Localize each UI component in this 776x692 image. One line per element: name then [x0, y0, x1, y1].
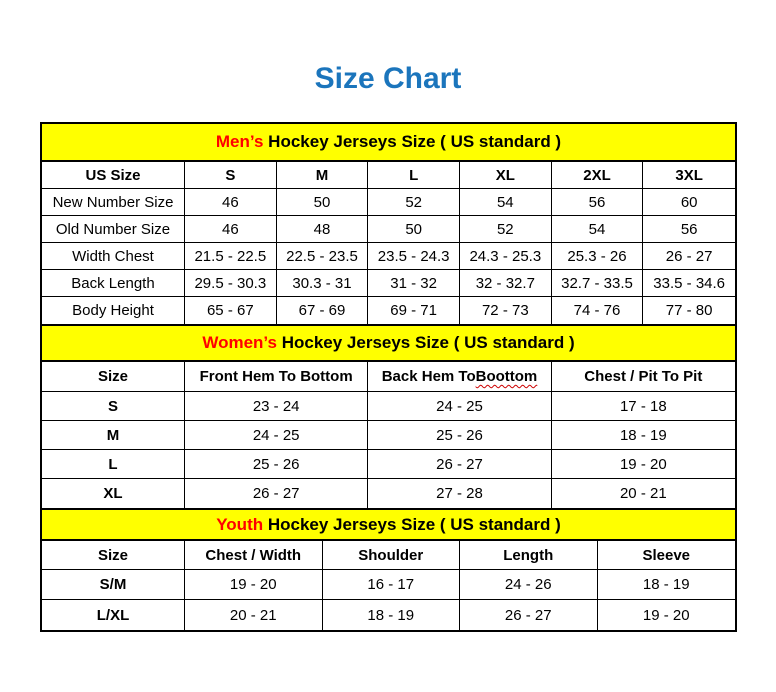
- table-cell: 65 - 67: [185, 297, 277, 324]
- misspelled-word: Boottom: [475, 368, 538, 385]
- table-cell: 54: [460, 189, 552, 215]
- table-cell: 72 - 73: [460, 297, 552, 324]
- table-cell: 56: [680, 220, 698, 238]
- section-header-mens: [42, 124, 735, 162]
- section-header-womens: [42, 324, 735, 362]
- table-row: [42, 216, 735, 243]
- table-cell: 21.5 - 22.5: [185, 243, 277, 269]
- table-cell: 67 - 69: [277, 297, 369, 324]
- table-row: [42, 421, 735, 450]
- table-header-row: [42, 162, 735, 189]
- table-cell: 25 - 26: [368, 421, 551, 449]
- table-cell: 50: [368, 216, 460, 242]
- mens-table: [42, 162, 735, 324]
- table-cell: 69 - 71: [368, 297, 460, 324]
- table-cell: 22.5 - 23.5: [277, 243, 369, 269]
- table-cell: 26 - 27: [460, 600, 598, 630]
- section-header-mens-red-text: Men’s: [215, 132, 264, 151]
- table-row: [42, 600, 735, 630]
- table-cell: 19 - 20: [185, 570, 323, 599]
- column-header: S: [185, 162, 277, 188]
- page-title: Size Chart: [314, 62, 462, 95]
- table-cell: 18 - 19: [619, 426, 667, 444]
- table-cell: 23 - 24: [185, 392, 368, 420]
- table-row: [42, 189, 735, 216]
- table-cell: 17 - 18: [619, 397, 667, 415]
- row-label: S: [42, 392, 185, 420]
- row-label: Old Number Size: [42, 216, 185, 242]
- section-header-womens-rest-text: Hockey Jerseys Size ( US standard ): [276, 333, 575, 352]
- section-header-youth: [42, 508, 735, 541]
- table-row: [42, 270, 735, 297]
- row-label: L/XL: [42, 600, 185, 630]
- table-row: [42, 450, 735, 479]
- table-cell: 52: [460, 216, 552, 242]
- table-header-row: [42, 362, 735, 392]
- table-cell: 32 - 32.7: [460, 270, 552, 296]
- column-header: Chest / Pit To Pit: [584, 368, 703, 385]
- row-label: Body Height: [42, 297, 185, 324]
- table-cell: 26 - 27: [185, 479, 368, 508]
- column-header: Front Hem To Bottom: [185, 362, 368, 391]
- section-header-mens-rest-text: Hockey Jerseys Size ( US standard ): [263, 132, 562, 151]
- table-cell: 25.3 - 26: [552, 243, 644, 269]
- column-header: [368, 362, 551, 391]
- table-cell: 24 - 26: [460, 570, 598, 599]
- table-cell: 29.5 - 30.3: [185, 270, 277, 296]
- table-cell: 27 - 28: [368, 479, 551, 508]
- size-chart-table: [40, 122, 737, 632]
- section-header-womens-red-text: Women’s: [202, 333, 277, 352]
- womens-table: [42, 362, 735, 508]
- table-cell: 32.7 - 33.5: [552, 270, 644, 296]
- table-header-row: [42, 541, 735, 570]
- table-cell: 74 - 76: [552, 297, 644, 324]
- section-header-youth-rest-text: Hockey Jerseys Size ( US standard ): [263, 514, 561, 534]
- section-header-youth-red-text: Youth: [216, 514, 264, 534]
- row-label: New Number Size: [42, 189, 185, 215]
- table-cell: 50: [277, 189, 369, 215]
- row-label: XL: [42, 479, 185, 508]
- table-cell: 52: [368, 189, 460, 215]
- column-header: US Size: [42, 162, 185, 188]
- table-cell: 19 - 20: [642, 606, 690, 624]
- table-cell: 26 - 27: [665, 247, 713, 265]
- table-cell: 46: [185, 189, 277, 215]
- table-cell: 31 - 32: [368, 270, 460, 296]
- column-header: Sleeve: [642, 546, 691, 564]
- table-cell: 18 - 19: [323, 600, 461, 630]
- table-cell: 54: [552, 216, 644, 242]
- column-header: M: [277, 162, 369, 188]
- column-header: Size: [42, 541, 185, 569]
- table-cell: 33.5 - 34.6: [653, 274, 726, 292]
- column-header: 3XL: [675, 166, 703, 184]
- table-cell: 19 - 20: [619, 455, 667, 473]
- table-row: [42, 479, 735, 508]
- table-cell: 46: [185, 216, 277, 242]
- table-cell: 25 - 26: [185, 450, 368, 478]
- table-cell: 20 - 21: [185, 600, 323, 630]
- table-row: [42, 297, 735, 324]
- table-cell: 18 - 19: [642, 576, 690, 593]
- table-cell: 48: [277, 216, 369, 242]
- row-label: L: [42, 450, 185, 478]
- row-label: Width Chest: [42, 243, 185, 269]
- column-header: Shoulder: [323, 541, 461, 569]
- table-cell: 30.3 - 31: [277, 270, 369, 296]
- table-cell: 26 - 27: [368, 450, 551, 478]
- column-header: Size: [42, 362, 185, 391]
- column-header: L: [368, 162, 460, 188]
- table-cell: 24.3 - 25.3: [460, 243, 552, 269]
- table-cell: 24 - 25: [368, 392, 551, 420]
- table-cell: 16 - 17: [323, 570, 461, 599]
- table-cell: 56: [552, 189, 644, 215]
- table-row: [42, 243, 735, 270]
- table-cell: 77 - 80: [665, 302, 713, 319]
- column-header: Length: [460, 541, 598, 569]
- table-row: [42, 570, 735, 600]
- youth-table: [42, 541, 735, 630]
- table-cell: 20 - 21: [619, 485, 667, 502]
- column-header: 2XL: [552, 162, 644, 188]
- column-header: XL: [460, 162, 552, 188]
- column-header-text: Back Hem To: [381, 368, 476, 385]
- table-cell: 60: [680, 193, 698, 211]
- column-header: Chest / Width: [185, 541, 323, 569]
- row-label: Back Length: [42, 270, 185, 296]
- row-label: S/M: [42, 570, 185, 599]
- row-label: M: [42, 421, 185, 449]
- table-cell: 24 - 25: [185, 421, 368, 449]
- table-row: [42, 392, 735, 421]
- table-cell: 23.5 - 24.3: [368, 243, 460, 269]
